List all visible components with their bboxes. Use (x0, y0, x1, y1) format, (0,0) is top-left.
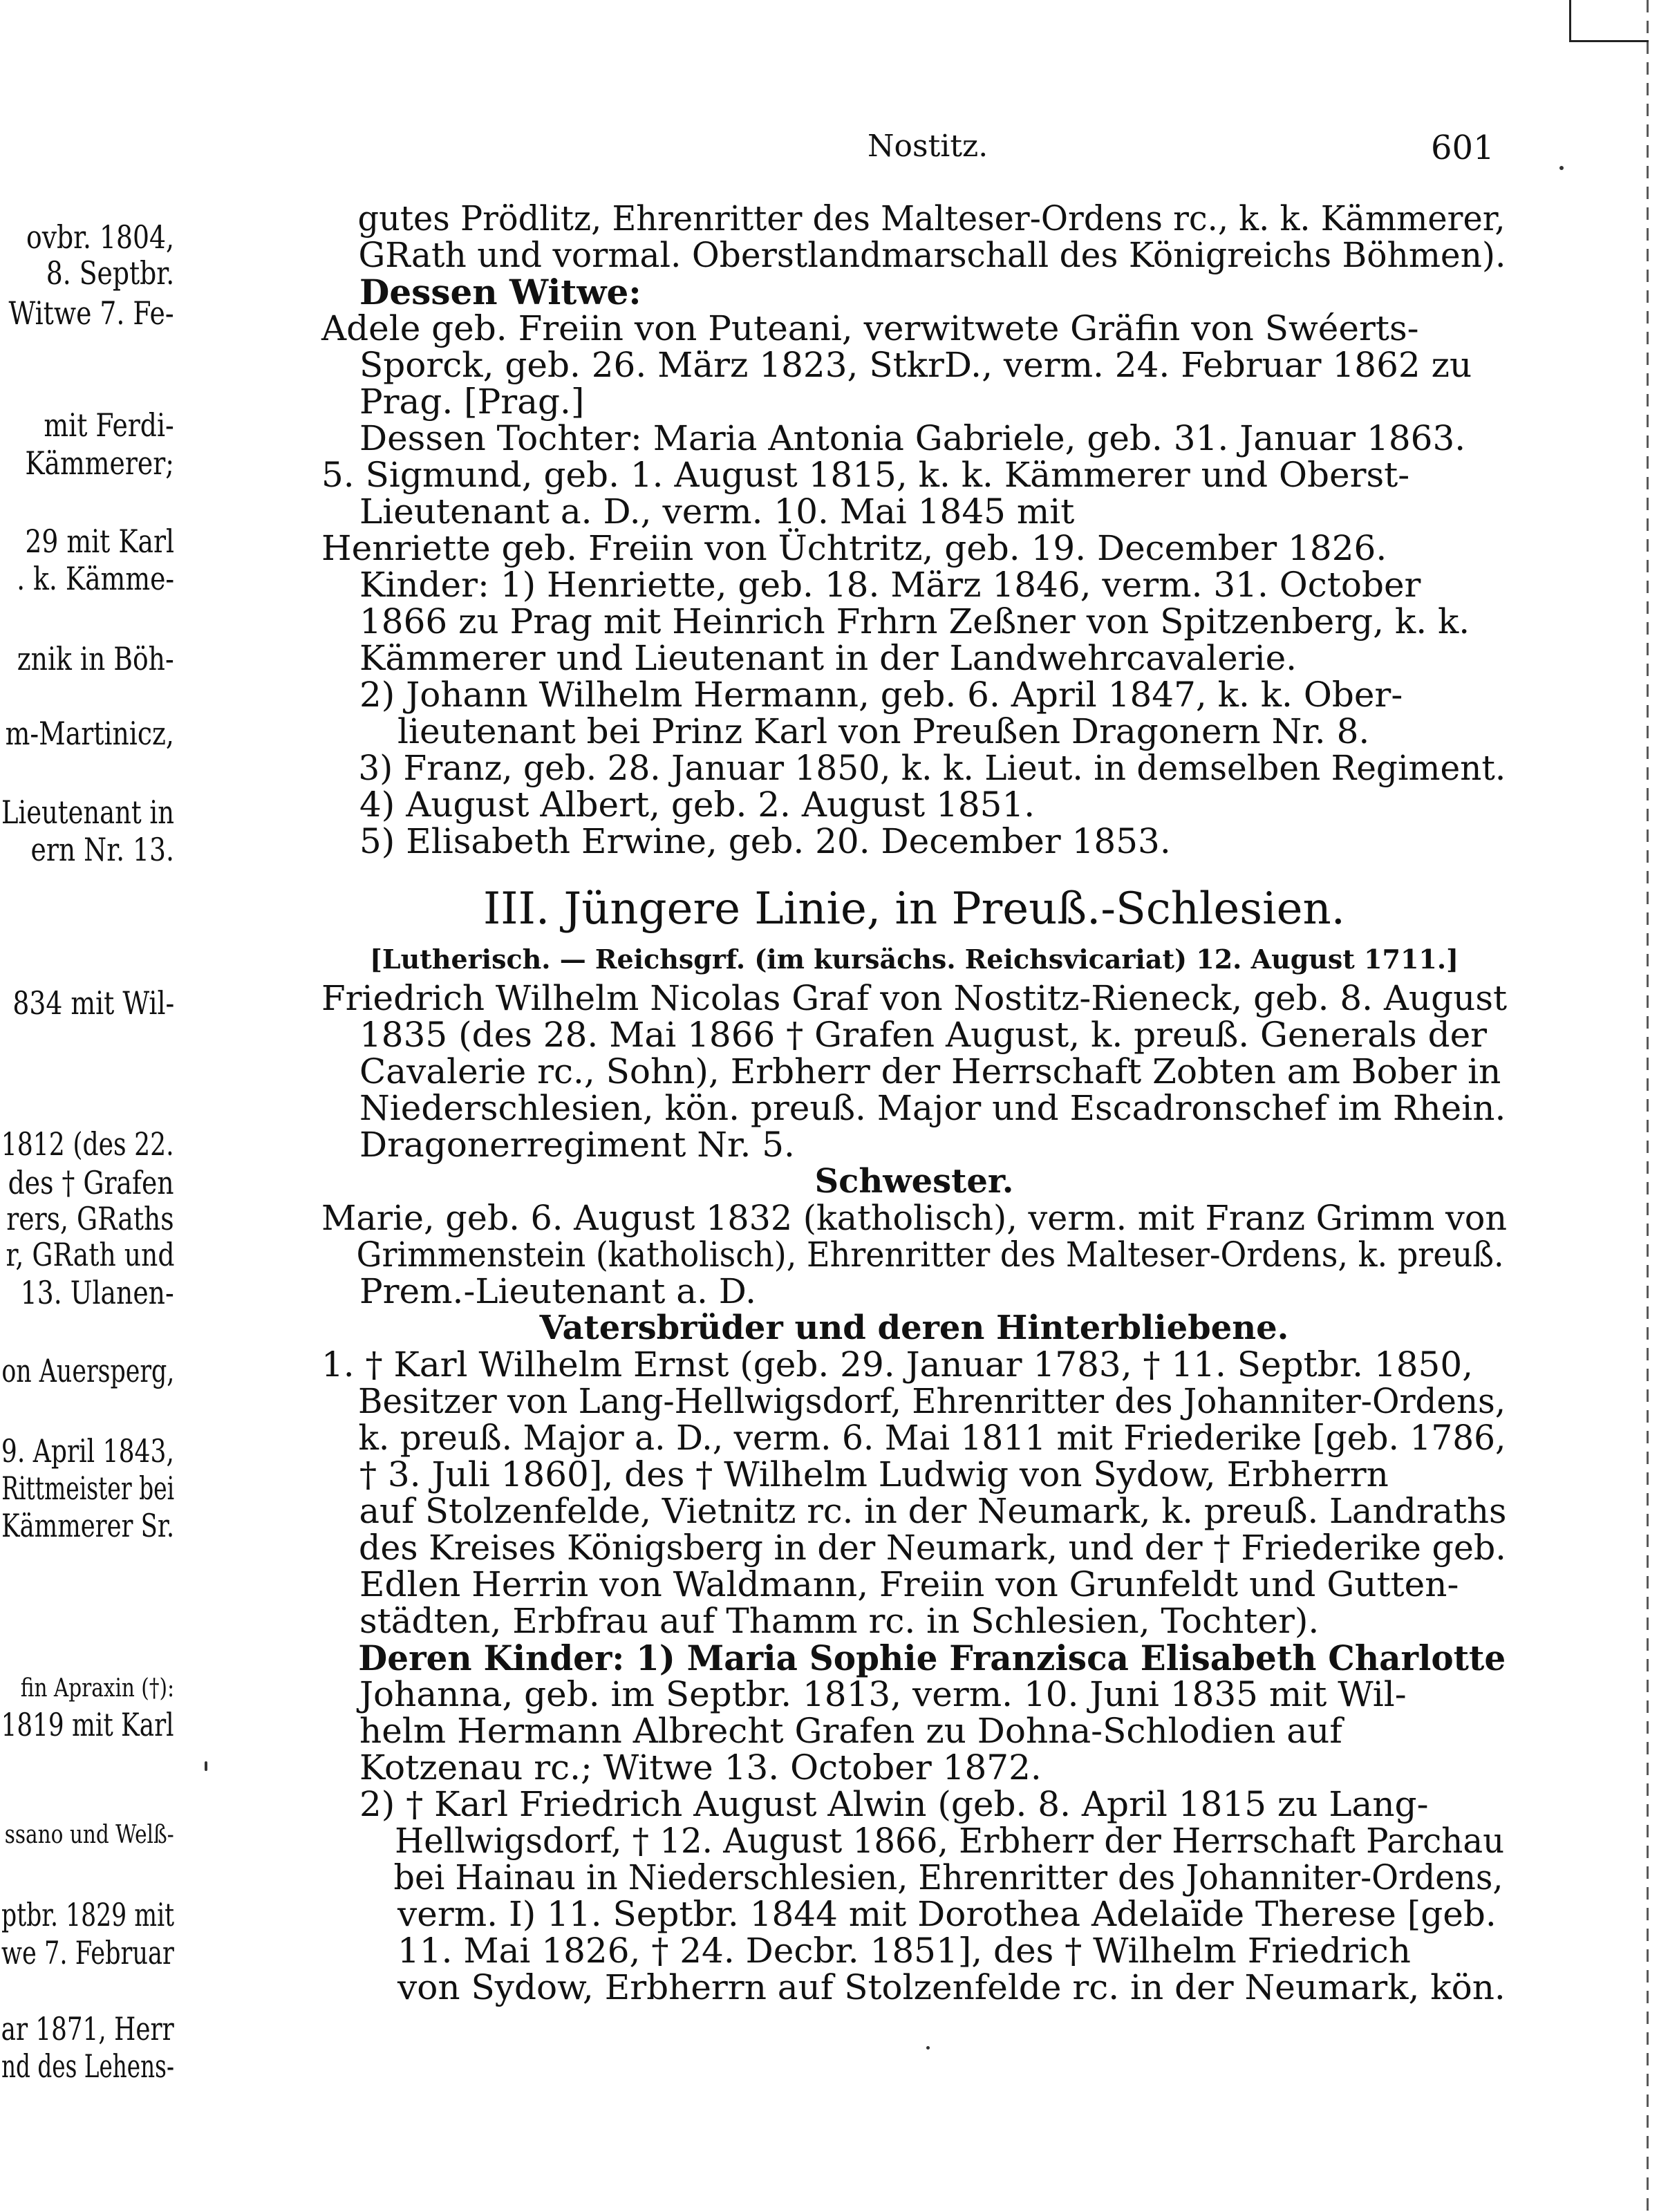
text-line: bei Hainau in Niederschlesien, Ehrenritter des Johanniter-Ordens, (393, 1857, 1503, 1897)
fragment-line: 29 mit Karl (25, 523, 174, 560)
fragment-line: Kämmerer; (25, 444, 174, 482)
text-line: † 3. Juli 1860], des † Wilhelm Ludwig von Sydow, Erbherrn (359, 1454, 1389, 1494)
fragment-line: r, GRath und (6, 1236, 174, 1273)
text-line: 3) Franz, geb. 28. Januar 1850, k. k. Lieut. in demselben Regiment. (358, 748, 1506, 788)
text-line: 5) Elisabeth Erwine, geb. 20. December 1853. (359, 821, 1171, 861)
text-line: Hellwigsdorf, † 12. August 1866, Erbherr der Herrschaft Parchau (395, 1821, 1505, 1861)
text-line: Dragonerregiment Nr. 5. (359, 1125, 795, 1165)
text-line: auf Stolzenfelde, Vietnitz rc. in der Neumark, k. preuß. Landraths (359, 1491, 1507, 1531)
subheading-uncles: Vatersbrüder und deren Hinterbliebene. (539, 1309, 1289, 1347)
fragment-line: ssano und Welß- (5, 1821, 174, 1849)
text-line: Besitzer von Lang-Hellwigsdorf, Ehrenritter des Johanniter-Ordens, (358, 1381, 1506, 1421)
fragment-line: des † Grafen (8, 1164, 174, 1201)
fragment-line: ar 1871, Herr (1, 2010, 174, 2047)
main-text-column (321, 200, 1507, 2006)
text-line: Friedrich Wilhelm Nicolas Graf von Nostitz-Rieneck, geb. 8. August (321, 978, 1508, 1018)
fragment-line: 9. April 1843, (1, 1432, 174, 1470)
fragment-line: mit Ferdi- (44, 406, 174, 444)
fragment-line: nd des Lehens- (1, 2047, 174, 2085)
text-line: Dessen Witwe: (359, 272, 641, 312)
section-note: [Lutherisch. — Reichsgrf. (im kursächs. Reichsvicariat) 12. August 1711.] (369, 944, 1459, 975)
section-heading: III. Jüngere Linie, in Preuß.-Schlesien. (483, 883, 1345, 935)
text-line: Cavalerie rc., Sohn), Erbherr der Herrschaft Zobten am Bober in (359, 1051, 1501, 1091)
fragment-line: rers, GRaths (6, 1200, 174, 1237)
text-line: Prag. [Prag.] (359, 382, 585, 422)
fragment-line: Lieutenant in (1, 794, 174, 831)
text-line: k. preuß. Major a. D., verm. 6. Mai 1811 mit Friederike [geb. 1786, (358, 1418, 1506, 1458)
text-line: 2) Johann Wilhelm Hermann, geb. 6. April 1847, k. k. Ober- (359, 675, 1403, 715)
text-line: Adele geb. Freiin von Puteani, verwitwete Gräfin von Swéerts- (321, 308, 1419, 348)
text-line: verm. I) 11. Septbr. 1844 mit Dorothea Adelaïde Therese [geb. (397, 1894, 1497, 1934)
text-line: 11. Mai 1826, † 24. Decbr. 1851], des † Wilhelm Friedrich (397, 1931, 1411, 1971)
fragment-line: on Auersperg, (1, 1352, 174, 1389)
text-line: GRath und vormal. Oberstlandmarschall des Königreichs Böhmen). (358, 235, 1506, 275)
text-line: Sporck, geb. 26. März 1823, StkrD., verm. 24. Februar 1862 zu (359, 345, 1472, 385)
text-line: Kinder: 1) Henriette, geb. 18. März 1846, verm. 31. October (359, 565, 1421, 605)
text-line: 5. Sigmund, geb. 1. August 1815, k. k. Kämmerer und Oberst- (321, 455, 1410, 495)
text-line: 1. † Karl Wilhelm Ernst (geb. 29. Januar 1783, † 11. Septbr. 1850, (321, 1344, 1474, 1385)
text-line: Marie, geb. 6. August 1832 (katholisch), verm. mit Franz Grimm von (321, 1198, 1508, 1238)
page-edge-tick (1569, 40, 1649, 42)
fragment-line: Witwe 7. Fe- (8, 294, 174, 332)
ink-speck (1559, 166, 1564, 170)
fragment-line: ovbr. 1804, (26, 218, 174, 256)
text-line: Prem.-Lieutenant a. D. (359, 1271, 756, 1311)
text-line: Grimmenstein (katholisch), Ehrenritter des Malteser-Ordens, k. preuß. (356, 1235, 1504, 1275)
text-line: 2) † Karl Friedrich August Alwin (geb. 8. April 1815 zu Lang- (359, 1784, 1429, 1824)
fragment-line: ern Nr. 13. (30, 831, 174, 868)
running-head: Nostitz. (868, 129, 988, 164)
text-line: 4) August Albert, geb. 2. August 1851. (359, 785, 1035, 825)
ink-speck (205, 1761, 207, 1771)
subheading-sister: Schwester. (814, 1162, 1014, 1201)
text-line: von Sydow, Erbherrn auf Stolzenfelde rc. in der Neumark, kön. (397, 1967, 1506, 2007)
text-line: Lieutenant a. D., verm. 10. Mai 1845 mit (359, 491, 1075, 532)
fragment-line: we 7. Februar (1, 1934, 174, 1971)
text-line: Johanna, geb. im Septbr. 1813, verm. 10. Juni 1835 mit Wil- (359, 1674, 1407, 1714)
text-line: Dessen Tochter: Maria Antonia Gabriele, geb. 31. Januar 1863. (359, 418, 1466, 458)
fragment-line: 13. Ulanen- (21, 1274, 174, 1311)
text-line: Kämmerer und Lieutenant in der Landwehrcavalerie. (359, 638, 1297, 678)
page-edge-rule (1647, 0, 1649, 2212)
fragment-line: m-Martinicz, (5, 715, 174, 752)
text-line: städten, Erbfrau auf Thamm rc. in Schlesien, Tochter). (359, 1601, 1320, 1641)
previous-page-fragment (0, 0, 187, 2212)
ink-speck (926, 2046, 930, 2050)
fragment-line: . k. Kämme- (16, 560, 174, 597)
text-line: Kotzenau rc.; Witwe 13. October 1872. (359, 1747, 1042, 1788)
text-line: Niederschlesien, kön. preuß. Major und Escadronschef im Rhein. (359, 1088, 1506, 1128)
text-line: lieutenant bei Prinz Karl von Preußen Dragonern Nr. 8. (397, 711, 1370, 751)
fragment-line: 834 mit Wil- (12, 984, 174, 1022)
fragment-line: ptbr. 1829 mit (1, 1896, 174, 1933)
fragment-line: 1819 mit Karl (1, 1706, 174, 1743)
page-edge-mark (1569, 0, 1571, 41)
text-line: des Kreises Königsberg in der Neumark, und der † Friederike geb. (358, 1528, 1506, 1568)
text-line: Henriette geb. Freiin von Üchtritz, geb. 19. December 1826. (321, 528, 1387, 568)
text-line: 1866 zu Prag mit Heinrich Frhrn Zeßner von Spitzenberg, k. k. (359, 601, 1470, 641)
fragment-line: fin Apraxin (†): (20, 1674, 174, 1703)
text-line: helm Hermann Albrecht Grafen zu Dohna-Schlodien auf (359, 1711, 1342, 1751)
fragment-line: Kämmerer Sr. (1, 1507, 174, 1544)
fragment-line: 1812 (des 22. (1, 1125, 174, 1163)
text-line: Edlen Herrin von Waldmann, Freiin von Grunfeldt und Gutten- (359, 1564, 1459, 1604)
text-line: Deren Kinder: 1) Maria Sophie Franzisca Elisabeth Charlotte (358, 1638, 1506, 1678)
fragment-line: znik in Böh- (17, 640, 174, 677)
fragment-line: 8. Septbr. (46, 254, 174, 292)
text-line: gutes Prödlitz, Ehrenritter des Malteser-Ordens rc., k. k. Kämmerer, (357, 198, 1506, 238)
text-line: 1835 (des 28. Mai 1866 † Grafen August, k. preuß. Generals der (359, 1015, 1488, 1055)
page-number: 601 (1431, 129, 1494, 167)
fragment-line: Rittmeister bei (1, 1470, 174, 1507)
